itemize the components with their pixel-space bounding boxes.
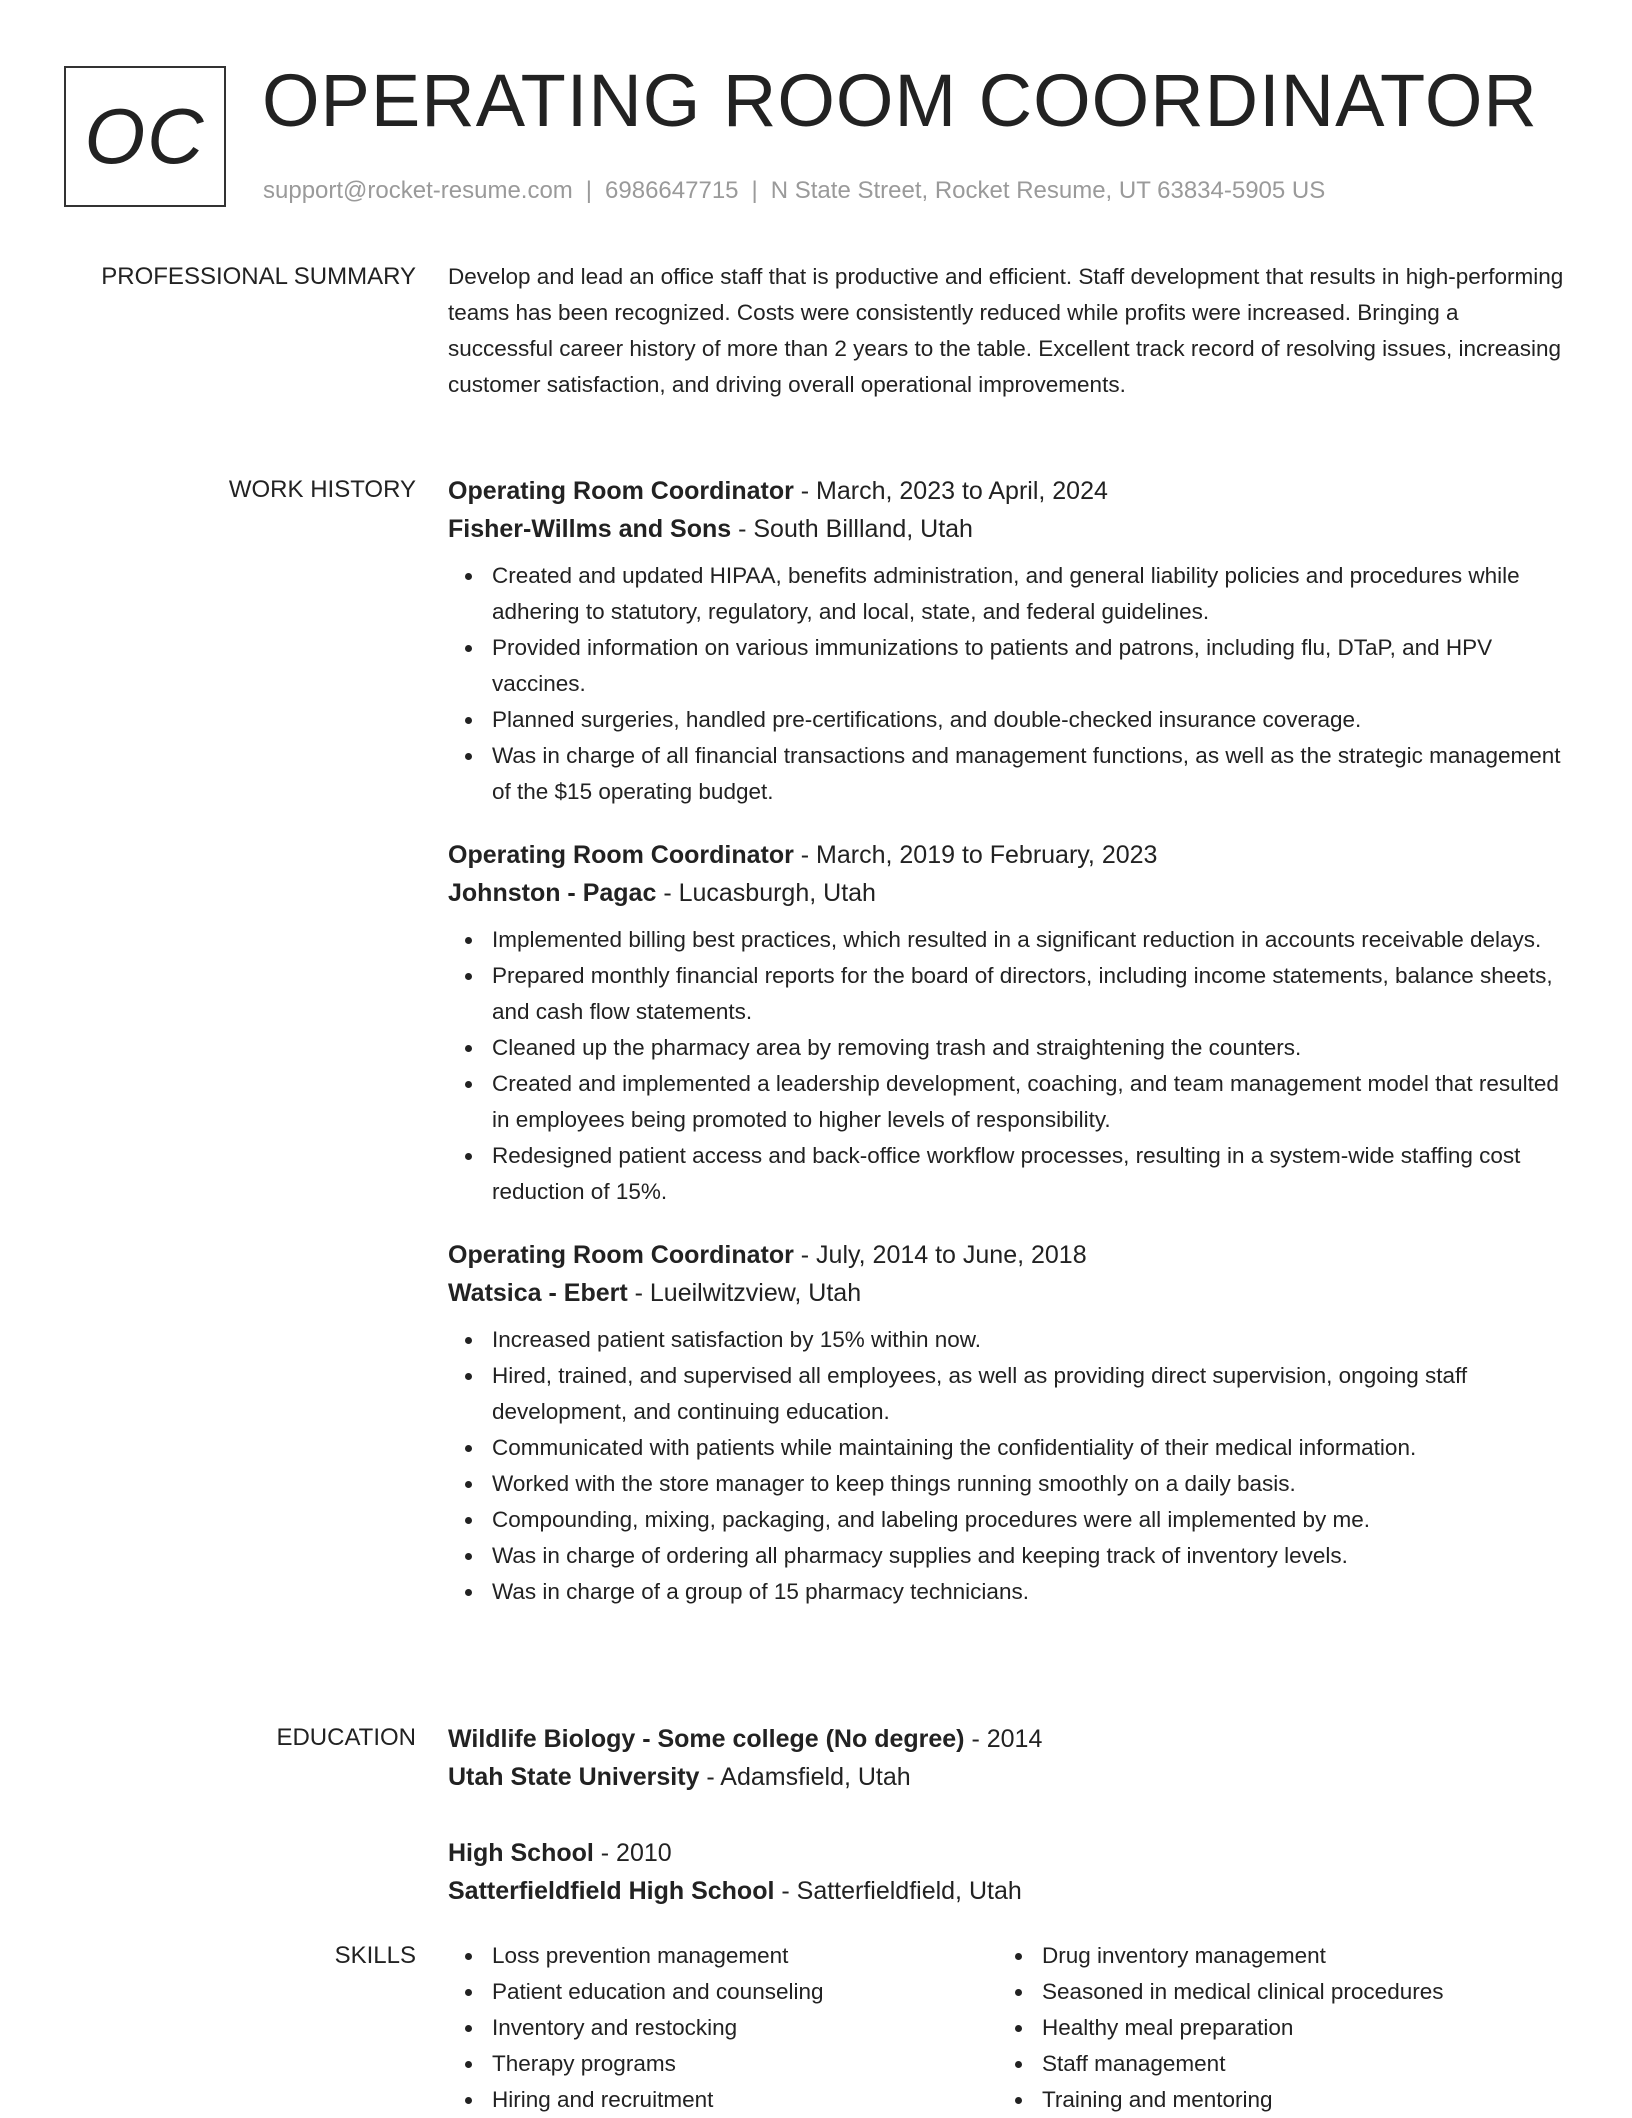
education-school: Utah State University bbox=[448, 1763, 700, 1791]
education-location: - Adamsfield, Utah bbox=[699, 1763, 911, 1791]
job-company-line bbox=[448, 1274, 1568, 1312]
job-entry bbox=[448, 472, 1568, 810]
job-company: Watsica - Ebert bbox=[448, 1279, 628, 1307]
job-bullet: Increased patient satisfaction by 15% within now. bbox=[492, 1322, 1568, 1358]
job-bullet: Implemented billing best practices, which resulted in a significant reduction in accounts receivable delays. bbox=[492, 922, 1568, 958]
resume-title: OPERATING ROOM COORDINATOR bbox=[262, 59, 1538, 142]
contact-separator: | bbox=[585, 177, 593, 204]
skills-section bbox=[448, 1938, 1568, 2118]
job-bullet: Was in charge of all financial transactions and management functions, as well as the strategic management of the $15 operating budget. bbox=[492, 738, 1568, 810]
section-label-education: EDUCATION bbox=[276, 1724, 416, 1751]
education-school-line bbox=[448, 1758, 1568, 1796]
job-bullet: Cleaned up the pharmacy area by removing trash and straightening the counters. bbox=[492, 1030, 1568, 1066]
summary-text: Develop and lead an office staff that is productive and efficient. Staff development that results in high-performing teams has been recognized. Costs were consistently reduced while profits were increased. Bringing a successful career history of more than 2 years to the table. Excellent track record of resolving issues, increasing customer satisfaction, and driving overall operational improvements. bbox=[448, 264, 1564, 397]
skill-item: Drug inventory management bbox=[1042, 1938, 1548, 1974]
job-bullet: Provided information on various immunizations to patients and patrons, including flu, DTaP, and HPV vaccines. bbox=[492, 630, 1568, 702]
job-dates: - July, 2014 to June, 2018 bbox=[793, 1241, 1087, 1269]
skill-item: Loss prevention management bbox=[492, 1938, 998, 1974]
education-degree-line bbox=[448, 1834, 1568, 1872]
job-location: - Lucasburgh, Utah bbox=[656, 879, 876, 907]
job-title: Operating Room Coordinator bbox=[448, 841, 794, 869]
section-label-work-history: WORK HISTORY bbox=[228, 476, 416, 503]
job-bullet: Was in charge of a group of 15 pharmacy technicians. bbox=[492, 1574, 1568, 1610]
job-title-line bbox=[448, 1236, 1568, 1274]
job-bullet: Was in charge of ordering all pharmacy supplies and keeping track of inventory levels. bbox=[492, 1538, 1568, 1574]
education-degree: High School bbox=[448, 1839, 594, 1867]
job-company: Johnston - Pagac bbox=[448, 879, 657, 907]
job-company-line bbox=[448, 510, 1568, 548]
job-bullet: Prepared monthly financial reports for the board of directors, including income statements, balance sheets, and cash flow statements. bbox=[492, 958, 1568, 1030]
section-label-skills: SKILLS bbox=[334, 1942, 416, 1969]
skill-item: Therapy programs bbox=[492, 2046, 998, 2082]
education-school-line bbox=[448, 1872, 1568, 1910]
contact-separator: | bbox=[751, 177, 758, 204]
work-history-section bbox=[448, 472, 1568, 1636]
job-bullet: Hired, trained, and supervised all employees, as well as providing direct supervision, ongoing staff development, and continuing education. bbox=[492, 1358, 1568, 1430]
summary-section bbox=[448, 259, 1568, 403]
education-location: - Satterfieldfield, Utah bbox=[774, 1877, 1022, 1905]
job-bullet: Compounding, mixing, packaging, and labeling procedures were all implemented by me. bbox=[492, 1502, 1568, 1538]
skill-item: Patient education and counseling bbox=[492, 1974, 998, 2010]
education-degree-line bbox=[448, 1720, 1568, 1758]
job-bullets bbox=[448, 1322, 1568, 1610]
skill-item: Training and mentoring bbox=[1042, 2082, 1548, 2118]
education-entry bbox=[448, 1720, 1568, 1796]
job-bullet: Created and implemented a leadership development, coaching, and team management model that resulted in employees being promoted to higher levels of responsibility. bbox=[492, 1066, 1568, 1138]
contact-phone[interactable]: 6986647715 bbox=[605, 177, 739, 204]
job-dates: - March, 2019 to February, 2023 bbox=[793, 841, 1158, 869]
job-title: Operating Room Coordinator bbox=[448, 1241, 794, 1269]
skill-item: Inventory and restocking bbox=[492, 2010, 998, 2046]
skills-list-right bbox=[998, 1938, 1548, 2118]
education-school: Satterfieldfield High School bbox=[448, 1877, 775, 1905]
job-bullet: Worked with the store manager to keep things running smoothly on a daily basis. bbox=[492, 1466, 1568, 1502]
job-bullet: Created and updated HIPAA, benefits administration, and general liability policies and procedures while adhering to statutory, regulatory, and local, state, and federal guidelines. bbox=[492, 558, 1568, 630]
skill-item: Hiring and recruitment bbox=[492, 2082, 998, 2118]
job-title-line bbox=[448, 472, 1568, 510]
job-bullet: Redesigned patient access and back-office workflow processes, resulting in a system-wide staffing cost reduction of 15%. bbox=[492, 1138, 1568, 1210]
contact-email[interactable]: support@rocket-resume.com bbox=[263, 177, 573, 204]
skill-item: Healthy meal preparation bbox=[1042, 2010, 1548, 2046]
job-entry bbox=[448, 836, 1568, 1210]
job-company-line bbox=[448, 874, 1568, 912]
education-degree: Wildlife Biology - Some college (No degree) bbox=[448, 1725, 965, 1753]
section-label-summary: PROFESSIONAL SUMMARY bbox=[101, 263, 416, 290]
contact-line bbox=[263, 176, 1325, 206]
skill-item: Staff management bbox=[1042, 2046, 1548, 2082]
education-year: - 2010 bbox=[593, 1839, 672, 1867]
initials-monogram: OC bbox=[64, 66, 226, 207]
contact-address: N State Street, Rocket Resume, UT 63834-5905 US bbox=[770, 177, 1326, 204]
job-company: Fisher-Willms and Sons bbox=[448, 515, 732, 543]
job-location: - South Billland, Utah bbox=[731, 515, 973, 543]
job-bullets bbox=[448, 558, 1568, 810]
job-entry bbox=[448, 1236, 1568, 1610]
skills-list-left bbox=[448, 1938, 998, 2118]
job-title-line bbox=[448, 836, 1568, 874]
skill-item: Seasoned in medical clinical procedures bbox=[1042, 1974, 1548, 2010]
job-location: - Lueilwitzview, Utah bbox=[627, 1279, 862, 1307]
job-title: Operating Room Coordinator bbox=[448, 477, 794, 505]
education-year: - 2014 bbox=[964, 1725, 1043, 1753]
job-bullet: Communicated with patients while maintaining the confidentiality of their medical information. bbox=[492, 1430, 1568, 1466]
job-bullets bbox=[448, 922, 1568, 1210]
education-section bbox=[448, 1720, 1568, 1948]
job-dates: - March, 2023 to April, 2024 bbox=[793, 477, 1108, 505]
job-bullet: Planned surgeries, handled pre-certifications, and double-checked insurance coverage. bbox=[492, 702, 1568, 738]
education-entry bbox=[448, 1834, 1568, 1910]
